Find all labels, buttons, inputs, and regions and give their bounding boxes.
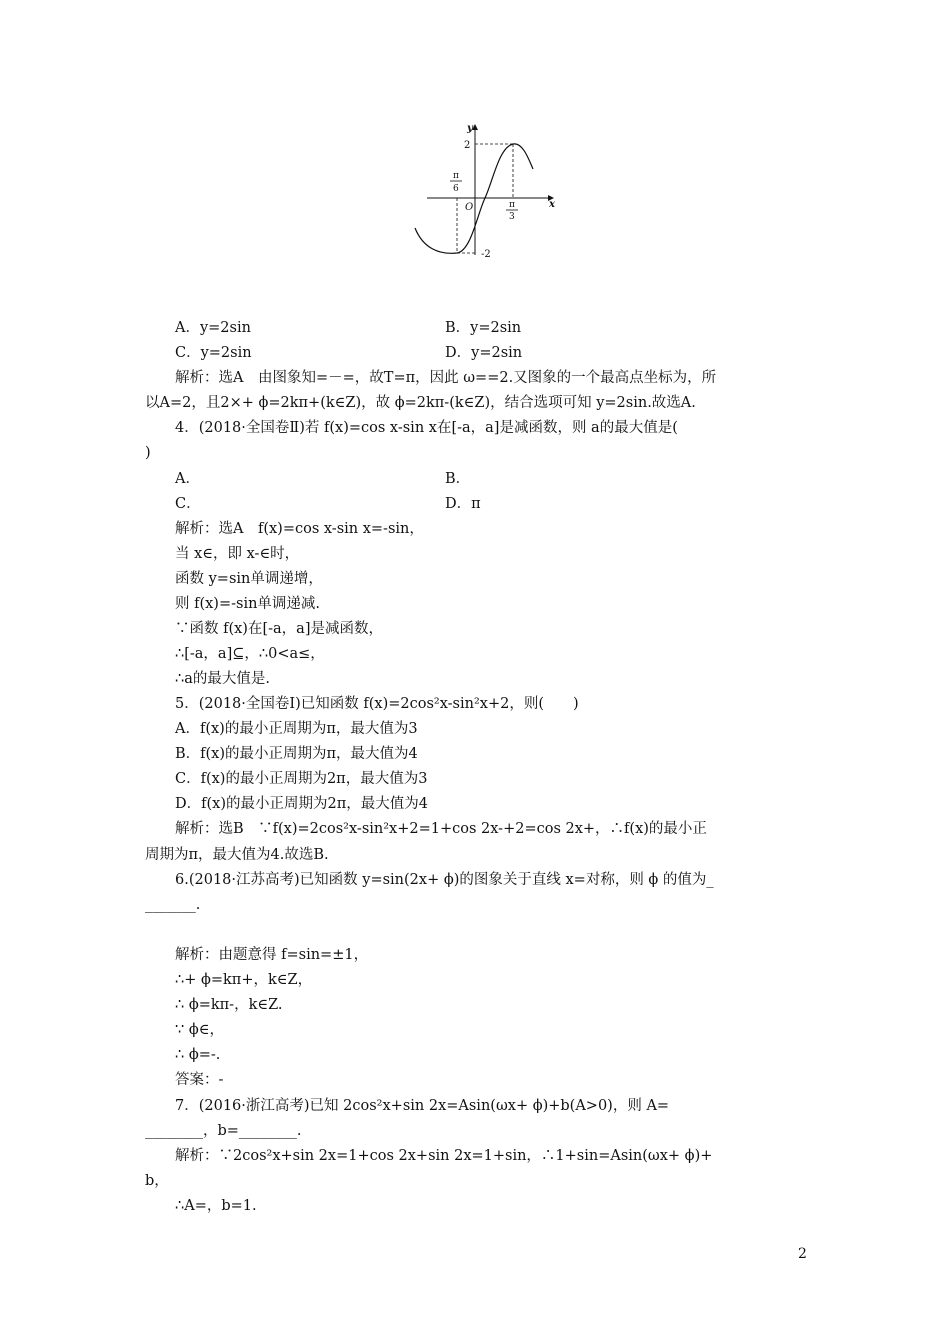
x-right-num: π — [509, 200, 515, 210]
q3-option-a: A．y=2sin — [175, 320, 251, 336]
q7-solution-line2: b， — [145, 1173, 169, 1189]
q6-solution-line2: ∴+ ϕ=kπ+，k∈Z， — [175, 972, 313, 988]
q3-option-d: D．y=2sin — [445, 345, 523, 361]
q5-option-b: B．f(x)的最小正周期为π，最大值为4 — [175, 746, 418, 762]
y-max-label: 2 — [464, 140, 471, 151]
q7-solution-line1: 解析：∵2cos²x+sin 2x=1+cos 2x+sin 2x=1+sin，∴1+sin=Asin(ωx+ ϕ)+ — [175, 1148, 713, 1164]
q7-stem-line1: 7．(2016·浙江高考)已知 2cos²x+sin 2x=Asin(ωx+ ϕ)+b(A>0)，则 A= — [175, 1098, 670, 1114]
q4-option-b: B． — [445, 471, 471, 487]
q4-solution-line6: ∴[-a，a]⊆，∴0<a≤， — [175, 646, 325, 662]
q6-solution-line1: 解析：由题意得 f=sin=±1， — [175, 947, 369, 963]
q5-solution-line2: 周期为π，最大值为4.故选B. — [145, 847, 329, 863]
q3-solution-line1: 解析：选A 由图象知=－=，故T=π，因此 ω==2.又图象的一个最高点坐标为，所 — [175, 370, 717, 386]
q7-solution-line3: ∴A=，b=1. — [175, 1198, 257, 1214]
q5-option-c: C．f(x)的最小正周期为2π，最大值为3 — [175, 771, 428, 787]
x-right-den: 3 — [509, 212, 515, 222]
q7-stem-line2: ________，b=________. — [145, 1123, 302, 1139]
q4-solution-line5: ∵函数 f(x)在[-a，a]是减函数， — [175, 621, 383, 637]
q4-solution-line2: 当 x∈，即 x-∈时， — [175, 546, 300, 562]
q6-stem-line1: 6.(2018·江苏高考)已知函数 y=sin(2x+ ϕ)的图象关于直线 x=对称，则 ϕ 的值为_ — [175, 872, 714, 888]
q4-solution-line7: ∴a的最大值是. — [175, 671, 270, 687]
q4-stem-line2: ) — [145, 445, 151, 461]
q5-solution-line1: 解析：选B ∵f(x)=2cos²x-sin²x+2=1+cos 2x-+2=cos 2x+，∴f(x)的最小正 — [175, 821, 707, 837]
q6-stem-line2: _______. — [145, 897, 201, 913]
q4-option-c: C． — [175, 496, 201, 512]
y-min-label: -2 — [481, 249, 491, 260]
y-axis-label: y — [467, 123, 473, 134]
q3-solution-line2: 以A=2，且2×+ ϕ=2kπ+(k∈Z)，故 ϕ=2kπ-(k∈Z)，结合选项可知 y=2sin.故选A. — [145, 395, 696, 411]
q4-solution-line4: 则 f(x)=-sin单调递减. — [175, 596, 321, 612]
x-left-den: 6 — [453, 184, 459, 194]
origin-label: O — [465, 202, 474, 213]
q5-stem: 5．(2018·全国卷Ⅰ)已知函数 f(x)=2cos²x-sin²x+2，则( ) — [175, 696, 579, 712]
q3-option-b: B．y=2sin — [445, 320, 522, 336]
q4-stem-line1: 4．(2018·全国卷Ⅱ)若 f(x)=cos x-sin x在[-a，a]是减函数，则 a的最大值是( — [175, 420, 678, 436]
x-axis-label: x — [549, 199, 555, 210]
q6-solution-line4: ∵ ϕ∈， — [175, 1022, 224, 1038]
sine-curve — [415, 144, 533, 253]
page-number: 2 — [798, 1246, 807, 1262]
x-left-num: π — [453, 171, 459, 181]
q4-option-d: D．π — [445, 496, 481, 512]
q4-solution-line3: 函数 y=sin单调递增， — [175, 571, 323, 587]
sine-graph-figure — [405, 115, 565, 265]
q5-option-a: A．f(x)的最小正周期为π，最大值为3 — [175, 721, 418, 737]
q6-solution-line5: ∴ ϕ=-. — [175, 1047, 221, 1063]
q5-option-d: D．f(x)的最小正周期为2π，最大值为4 — [175, 796, 428, 812]
q6-solution-line3: ∴ ϕ=kπ-，k∈Z. — [175, 997, 283, 1013]
q4-option-a: A． — [175, 471, 200, 487]
q6-answer: 答案：- — [175, 1072, 224, 1088]
q3-option-c: C．y=2sin — [175, 345, 252, 361]
q4-solution-line1: 解析：选A f(x)=cos x-sin x=-sin， — [175, 521, 424, 537]
